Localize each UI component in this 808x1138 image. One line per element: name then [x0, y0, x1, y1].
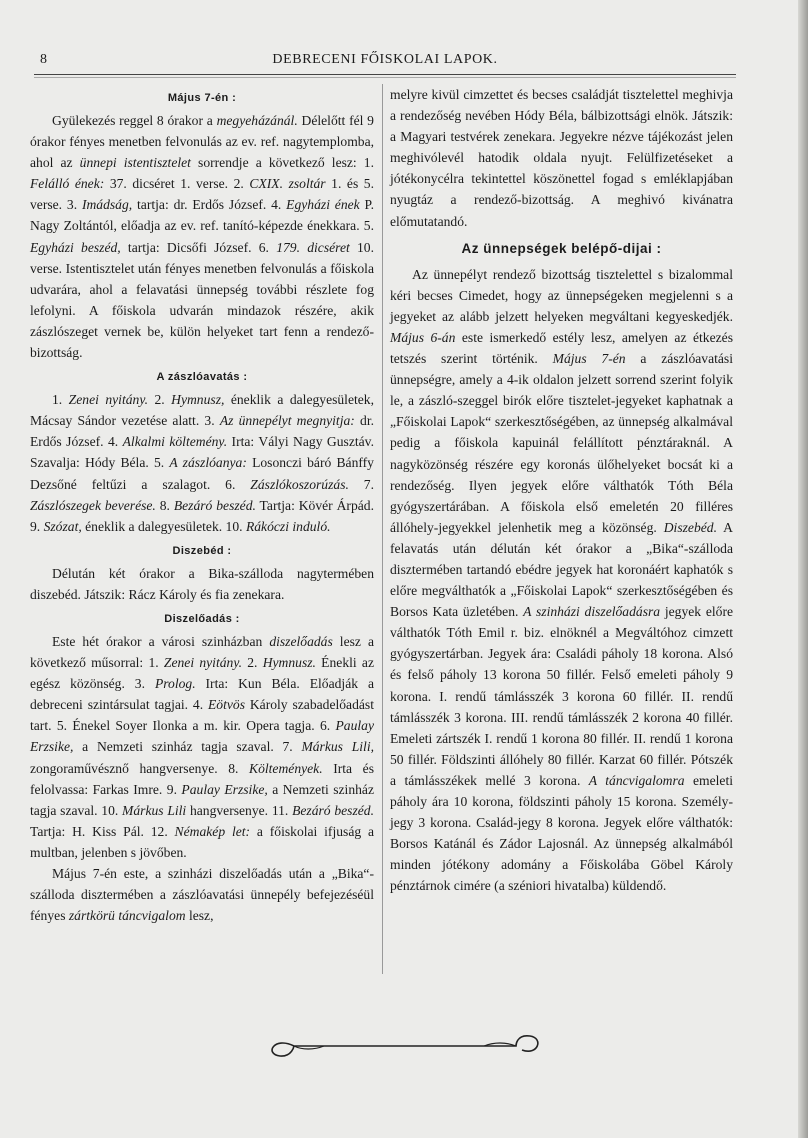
text-run: Irta: Vályi Nagy Gusztáv. Szavalja: Hódy Béla. 5.	[30, 434, 374, 471]
italic-run: Diszebéd.	[663, 519, 717, 535]
italic-run: Zenei nyitány.	[68, 392, 148, 408]
paragraph-gala-performance	[30, 631, 374, 863]
right-column	[390, 84, 733, 896]
italic-run: Márkus Lili,	[301, 739, 374, 755]
text-run: éneklik a dalegyesületek, Mácsay Sándor vezetése alatt. 3.	[30, 392, 375, 429]
text-run: 8.	[155, 497, 174, 513]
section-heading-may-7: Május 7-én :	[167, 92, 237, 104]
text-run: Délelőtt fél 9 órakor fényes menetben felvonulás az ev. ref. nagytemplomba, ahol az	[30, 113, 374, 171]
text-run: 1. és 5. verse. 3.	[30, 176, 375, 213]
section-heading-admission-fees: Az ünnepségek belépő-dijai :	[461, 240, 662, 256]
section-heading-gala-performance: Diszelőadás :	[164, 612, 240, 625]
italic-run: ünnepi istentisztelet	[79, 155, 191, 171]
text-run: emeleti páholy ára 10 korona, földszinti páholy 15 korona. Személy-jegy 3 korona. Család-jegy 8 korona. Jegyek előre válthatók: Borsos Katánál és Zádor Lajosnál. Az ünnepség alkalmából minden jótékony adomány a Főiskolába Göbel Károly pénztárnok cimére (a széniori hivatalba) küldendő.	[390, 772, 733, 894]
text-run: a főiskolai ifjuság a multban, jelenben s jövőben.	[30, 823, 375, 860]
text-run: Május 7-én este, a szinházi diszelőadás után a „Bika“-szálloda disztermében a zászlóavatási ünnepély befejezéséül fényes	[30, 866, 374, 924]
text-run: lesz a következő műsorral: 1.	[30, 633, 374, 671]
text-run: hangversenye. 11.	[186, 802, 293, 818]
text-run: a zászlóavatási ünnepségre, amely a 4-ik oldalon jelzett sorrend szerint folyik le, a zászló-szeggel birók előre tisztelet-jegyeket kaphatnak a „Főiskolai Lapok“ szerkesztőségében, az ünnepség alkalmával pedig a főiskola kapuinál felállított pénztáraknál. A nagyközönség részére egy koronás ülőhelyeket bocsát ki a rendezőség. Ilyen jegyek előre válthatók Tóth Béla gyógyszertárában. A főiskola első emeletén 20 filléres állóhely-jegyekkel jelenhetik meg a közönség.	[390, 351, 733, 535]
italic-run: Hymnusz,	[171, 392, 225, 408]
text-run: Délután két órakor a Bika-szálloda nagytermében diszebéd. Játszik: Rácz Károly és fia zenekara.	[30, 565, 374, 602]
italic-run: Zászlókoszorúzás.	[250, 476, 349, 492]
ornament-flourish	[254, 1026, 554, 1066]
text-run: Irta és felolvassa: Farkas Imre. 9.	[30, 760, 374, 797]
paragraph-gala-lunch	[30, 563, 374, 605]
text-run: este ismerkedő estély lesz, amelyen az étkezés tetszés szerint történik.	[390, 329, 733, 367]
italic-run: Költemények.	[249, 760, 323, 776]
italic-run: zártkörü táncvigalom	[68, 908, 186, 924]
italic-run: Az ünnepélyt megnyitja:	[219, 413, 355, 429]
page-header	[34, 52, 736, 70]
italic-run: Alkalmi költemény.	[122, 434, 228, 450]
page-number: 8	[40, 52, 47, 67]
text-run: 7.	[348, 476, 375, 492]
italic-run: A táncvigalomra	[588, 772, 685, 788]
italic-run: Május 6-án	[390, 329, 456, 345]
paragraph-dance-ball	[30, 863, 374, 926]
italic-run: Bezáró beszéd.	[173, 497, 256, 513]
italic-run: Bezáró beszéd.	[292, 802, 374, 818]
text-run: Károly szabadelőadást tart. 5. Énekel Soyer Ilonka a m. kir. Opera tagja. 6.	[30, 697, 374, 734]
paragraph-may-7-program	[30, 110, 374, 363]
italic-run: Szózat,	[43, 518, 82, 534]
text-run: melyre kivül cimzettet és becses családját tisztelettel meghivja a rendezőség nevében Hódy Béla, bálbizottsági elnök. Játszik: a Magyari testvérek zenekara. Jegyekre nézve tájékozást jelen meghivólevél hatodik oldala nyujt. Felülfizetéseket a jótékonycélra tekintettel köszönettel fogad s emléklapjában nyugtáz a rendező-bizottság. A meghivó kivánatra előmutatandó.	[390, 87, 733, 229]
text-run: Énekli az egész közönség. 3.	[30, 655, 374, 692]
italic-run: Márkus Lili	[122, 802, 187, 818]
section-heading-gala-lunch: Diszebéd :	[172, 544, 232, 557]
italic-run: Paulay Erzsike,	[181, 781, 268, 797]
text-run: Este hét órakor a városi szinházban	[52, 633, 270, 649]
italic-run: Május 7-én	[552, 351, 626, 367]
text-run: 2.	[242, 655, 263, 671]
italic-run: A szinházi diszelőadásra	[523, 604, 661, 620]
italic-run: Eötvös	[207, 697, 245, 713]
text-run: 10. verse. Istentisztelet után fényes menetben felvonulás a főiskola udvarára, ahol a felavatási ünnepség további részlete fog lefolyni. A főiskola udvarán mindazok részére, akik zászlószeget vernek be, külön helyeket tart fenn a rendező-bizottság.	[30, 239, 375, 361]
text-run: A felavatás után délután két órakor a „Bika“-szálloda disztermében tartandó ebédre jegyek hat koronáért kaphatók s előre megválthatók a „Főiskolai Lapok“ szerkesztőségében és Borsos Kata üzletében.	[390, 519, 733, 620]
italic-run: diszelőadás	[269, 633, 333, 649]
italic-run: 179. dicséret	[276, 239, 350, 255]
italic-run: Egyházi ének	[286, 197, 360, 213]
paragraph-flag-dedication	[30, 389, 374, 537]
text-run: zongoraművésznő hangversenye. 8.	[30, 760, 250, 776]
italic-run: Hymnusz.	[262, 655, 316, 671]
text-run: jegyek előre válthatók Tóth Emil r. biz. elnöknél a Megváltóhoz cimzett gyógyszertárban. Jegyek ára: Családi páholy 18 korona. Alsó és felső páholy 13 korona 50 fillér. Felső emeleti páholy 9 korona. I. rendű támlásszék 3 korona 60 fillér. II. rendű támlásszék 3 korona. III. rendű támlásszék 2 korona 40 fillér. Emeleti zártszék I. rendű 1 korona 80 fillér. II. rendű 1 korona 50 fillér. Földszinti állóhely 80 fillér. Karzat 60 fillér. Pótszék a támlásszékek mellé 3 korona.	[390, 604, 734, 788]
italic-run: Rákóczi induló.	[245, 518, 331, 534]
italic-run: megyeházánál.	[216, 113, 298, 128]
text-run: Gyülekezés reggel 8 órakor a	[52, 113, 217, 128]
italic-run: Paulay Erzsike,	[30, 718, 374, 755]
header-rule-thin	[34, 77, 736, 78]
text-run: 37. dicséret 1. verse. 2.	[104, 176, 250, 192]
text-run: dr. Erdős József. 4.	[30, 413, 374, 450]
italic-run: A zászlóanya:	[169, 455, 247, 471]
text-run: Tartja: Kövér Árpád. 9.	[30, 497, 374, 534]
text-run: Irta: Kun Béla. Előadják a debreceni szintársulat tagjai. 4.	[30, 676, 374, 713]
text-run: Losonczi báró Bánffy Dezsőné feltűzi a szalagot. 6.	[30, 455, 374, 492]
italic-run: Egyházi beszéd,	[30, 239, 121, 255]
text-run: 2.	[148, 392, 172, 408]
running-title: DEBRECENI FŐISKOLAI LAPOK.	[272, 52, 498, 67]
italic-run: Felálló ének:	[30, 176, 105, 192]
text-run: tartja: Dicsőfi József. 6.	[120, 239, 277, 255]
header-rule	[34, 74, 736, 75]
column-divider	[382, 84, 383, 974]
text-run: tartja: dr. Erdős József. 4.	[132, 197, 287, 213]
text-run: éneklik a dalegyesületek. 10.	[81, 518, 246, 534]
italic-run: Prolog.	[154, 676, 196, 692]
text-run: a Nemzeti szinház tagja szaval. 10.	[30, 781, 374, 818]
italic-run: Zenei nyitány.	[163, 655, 242, 671]
text-run: a Nemzeti szinház tagja szaval. 7.	[73, 739, 302, 755]
left-column	[30, 84, 374, 926]
page-edge	[798, 0, 808, 1138]
section-heading-flag-dedication: A zászlóavatás :	[156, 371, 248, 384]
italic-run: Imádság,	[81, 197, 133, 213]
text-run: 1.	[52, 392, 69, 408]
paragraph-admission-fees	[390, 264, 733, 897]
text-run: P. Nagy Zoltántól, előadja az ev. ref. tanító-képezde énekkara. 5.	[30, 197, 374, 234]
text-run: sorrendje a következő lesz: 1.	[190, 155, 374, 171]
text-run: lesz,	[185, 908, 214, 924]
text-run: Az ünnepélyt rendező bizottság tisztelettel s bizalommal kéri becses Cimedet, hogy az ünnepségeken megjelenni s a jegyeket az alább jelzett helyeken megváltani kegyeskedjék.	[390, 266, 733, 324]
paragraph-invitation-continued	[390, 84, 733, 232]
italic-run: Némakép let:	[174, 823, 251, 839]
italic-run: Zászlószegek beverése.	[30, 497, 156, 513]
italic-run: CXIX. zsoltár	[249, 176, 326, 192]
text-run: Tartja: H. Kiss Pál. 12.	[30, 823, 175, 839]
